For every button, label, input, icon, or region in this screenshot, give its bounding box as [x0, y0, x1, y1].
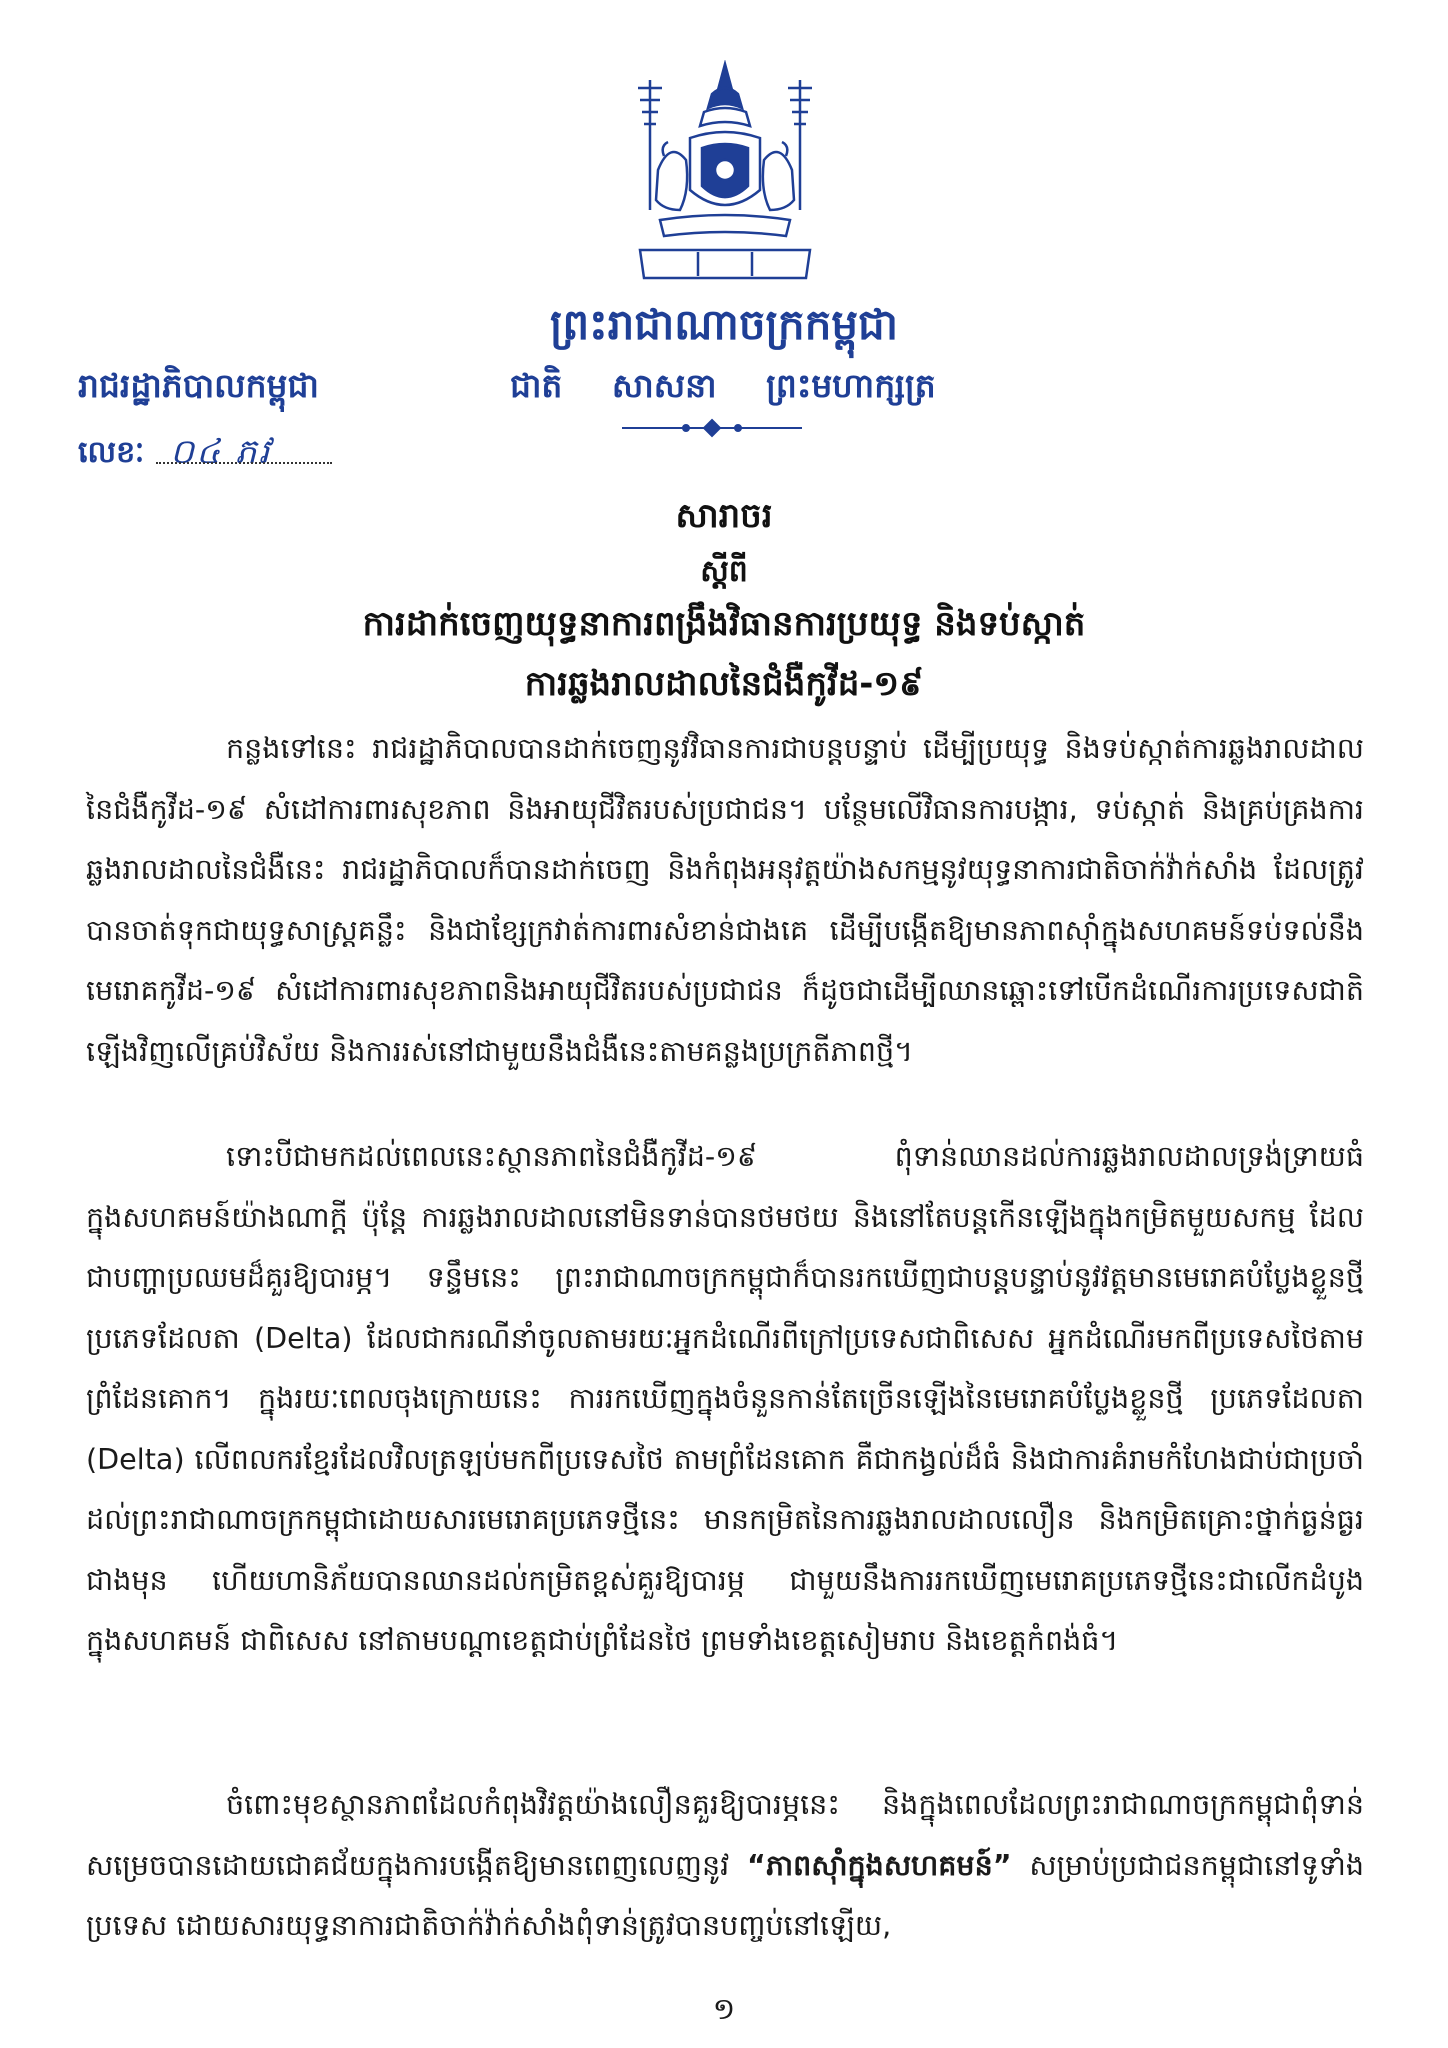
divider-ornament [622, 418, 802, 438]
body-paragraph-1-text: កន្លងទៅនេះ រាជរដ្ឋាភិបាលបានដាក់ចេញនូវវិធានការជាបន្តបន្ទាប់ ដើម្បីប្រយុទ្ធ និងទប់ស្កាត់ការឆ្លងរាលដាលនៃជំងឺកូវីដ-១៩ សំដៅការពារសុខភាព និងអាយុជីវិតរបស់ប្រជាជន។ បន្ថែមលើវិធានការបង្ការ, ទប់ស្កាត់ និងគ្រប់គ្រងការឆ្លងរាលដាលនៃជំងឺនេះ រាជរដ្ឋាភិបាលក៏បានដាក់ចេញ និងកំពុងអនុវត្តយ៉ាងសកម្មនូវយុទ្ធនាការជាតិចាក់វ៉ាក់សាំង ដែលត្រូវបានចាត់ទុកជាយុទ្ធសាស្ត្រគន្លឹះ និងជាខ្សែក្រវាត់ការពារសំខាន់ជាងគេ ដើម្បីបង្កើតឱ្យមានភាពស៊ាំក្នុងសហគមន៍ទប់ទល់នឹងមេរោគកូវីដ-១៩ សំដៅការពារសុខភាពនិងអាយុជីវិតរបស់ប្រជាជន ក៏ដូចជាដើម្បីឈានឆ្ពោះទៅបើកដំណើរការប្រទេសជាតិឡើងវិញលើគ្រប់វិស័យ និងការរស់នៅជាមួយនឹងជំងឺនេះតាមគន្លងប្រក្រតីភាពថ្មី។ [86, 731, 1364, 1068]
body-paragraph-2-text: ទោះបីជាមកដល់ពេលនេះស្ថានភាពនៃជំងឺកូវីដ-១៩ ពុំទាន់ឈានដល់ការឆ្លងរាលដាលទ្រង់ទ្រាយធំក្នុងសហគមន៍យ៉ាងណាក្តី ប៉ុន្តែ ការឆ្លងរាលដាលនៅមិនទាន់បានថមថយ និងនៅតែបន្តកើនឡើងក្នុងកម្រិតមួយសកម្ម ដែលជាបញ្ហាប្រឈមដ៏គួរឱ្យបារម្ភ។ ទន្ទឹមនេះ ព្រះរាជាណាចក្រកម្ពុជាក៏បានរកឃើញជាបន្តបន្ទាប់នូវវត្តមានមេរោគបំប្លែងខ្លួនថ្មី ប្រភេទដែលតា (Delta) ដែលជាករណីនាំចូលតាមរយៈអ្នកដំណើរពីក្រៅប្រទេសជាពិសេស អ្នកដំណើរមកពីប្រទេសថៃតាមព្រំដែនគោក។ ក្នុងរយៈពេលចុងក្រោយនេះ ការរកឃើញក្នុងចំនួនកាន់តែច្រើនឡើងនៃមេរោគបំប្លែងខ្លួនថ្មី ប្រភេទដែលតា (Delta) លើពលករខ្មែរដែលវិលត្រឡប់មកពីប្រទេសថៃ តាមព្រំដែនគោក គឺជាកង្វល់ដ៏ធំ និងជាការគំរាមកំហែងជាប់ជាប្រចាំដល់ព្រះរាជាណាចក្រកម្ពុជាដោយសារមេរោគប្រភេទថ្មីនេះ មានកម្រិតនៃការឆ្លងរាលដាលលឿន និងកម្រិតគ្រោះថ្នាក់ធ្ងន់ធ្ងរជាងមុន ហើយហានិភ័យបានឈានដល់កម្រិតខ្ពស់គួរឱ្យបារម្ភ ជាមួយនឹងការរកឃើញមេរោគប្រភេទថ្មីនេះជាលើកដំបូងក្នុងសហគមន៍ ជាពិសេស នៅតាមបណ្តាខេត្តជាប់ព្រំដែនថៃ ព្រមទាំងខេត្តសៀមរាប និងខេត្តកំពង់ធំ។ [86, 1139, 1364, 1657]
document-number-label: លេខៈ [78, 435, 145, 470]
body-paragraph-3-text-b: សម្រាប់ប្រជាជនកម្ពុជានៅទូទាំងប្រទេស ដោយសារយុទ្ធនាការជាតិចាក់វ៉ាក់សាំងពុំទាន់ត្រូវបានបញ្ចប់នៅឡើយ, [86, 1847, 1364, 1942]
title-line-2: ការឆ្លងរាលដាលនៃជំងឺកូវីដ-១៩ [524, 664, 924, 704]
title-line-1: ការដាក់ចេញយុទ្ធនាការពង្រឹងវិធានការប្រយុទ្ធ និងទប់ស្កាត់ [362, 604, 1086, 644]
page-number: ១ [712, 1992, 736, 2027]
herd-immunity-term: “ភាពស៊ាំក្នុងសហគមន៍” [747, 1847, 1012, 1882]
body-paragraph-3-text-a: ចំពោះមុខស្ថានភាពដែលកំពុងវិវត្តយ៉ាងលឿនគួរឱ្យបារម្ភនេះ និងក្នុងពេលដែលព្រះរាជាណាចក្រកម្ពុជាពុំទាន់សម្រេចបានដោយជោគជ័យក្នុងការបង្កើតឱ្យមានពេញលេញនូវ [86, 1787, 1364, 1882]
body-paragraph-3 [86, 1774, 1364, 1956]
document-type-heading: សារាចរ [675, 496, 773, 536]
document-number-value: ០៤ ភវ [170, 432, 272, 472]
body-paragraph-2 [86, 1126, 1364, 1671]
government-name: រាជរដ្ឋាភិបាលកម្ពុជា [78, 366, 319, 405]
royal-coat-of-arms-emblem [620, 60, 830, 290]
body-paragraph-1 [86, 718, 1364, 1081]
document-number-dotted-line [156, 462, 332, 464]
national-motto: ជាតិ សាសនា ព្រះមហាក្សត្រ [510, 366, 936, 405]
kingdom-title: ព្រះរាជាណាចក្រកម្ពុជា [549, 300, 899, 349]
subject-label: ស្តីពី [700, 554, 748, 589]
